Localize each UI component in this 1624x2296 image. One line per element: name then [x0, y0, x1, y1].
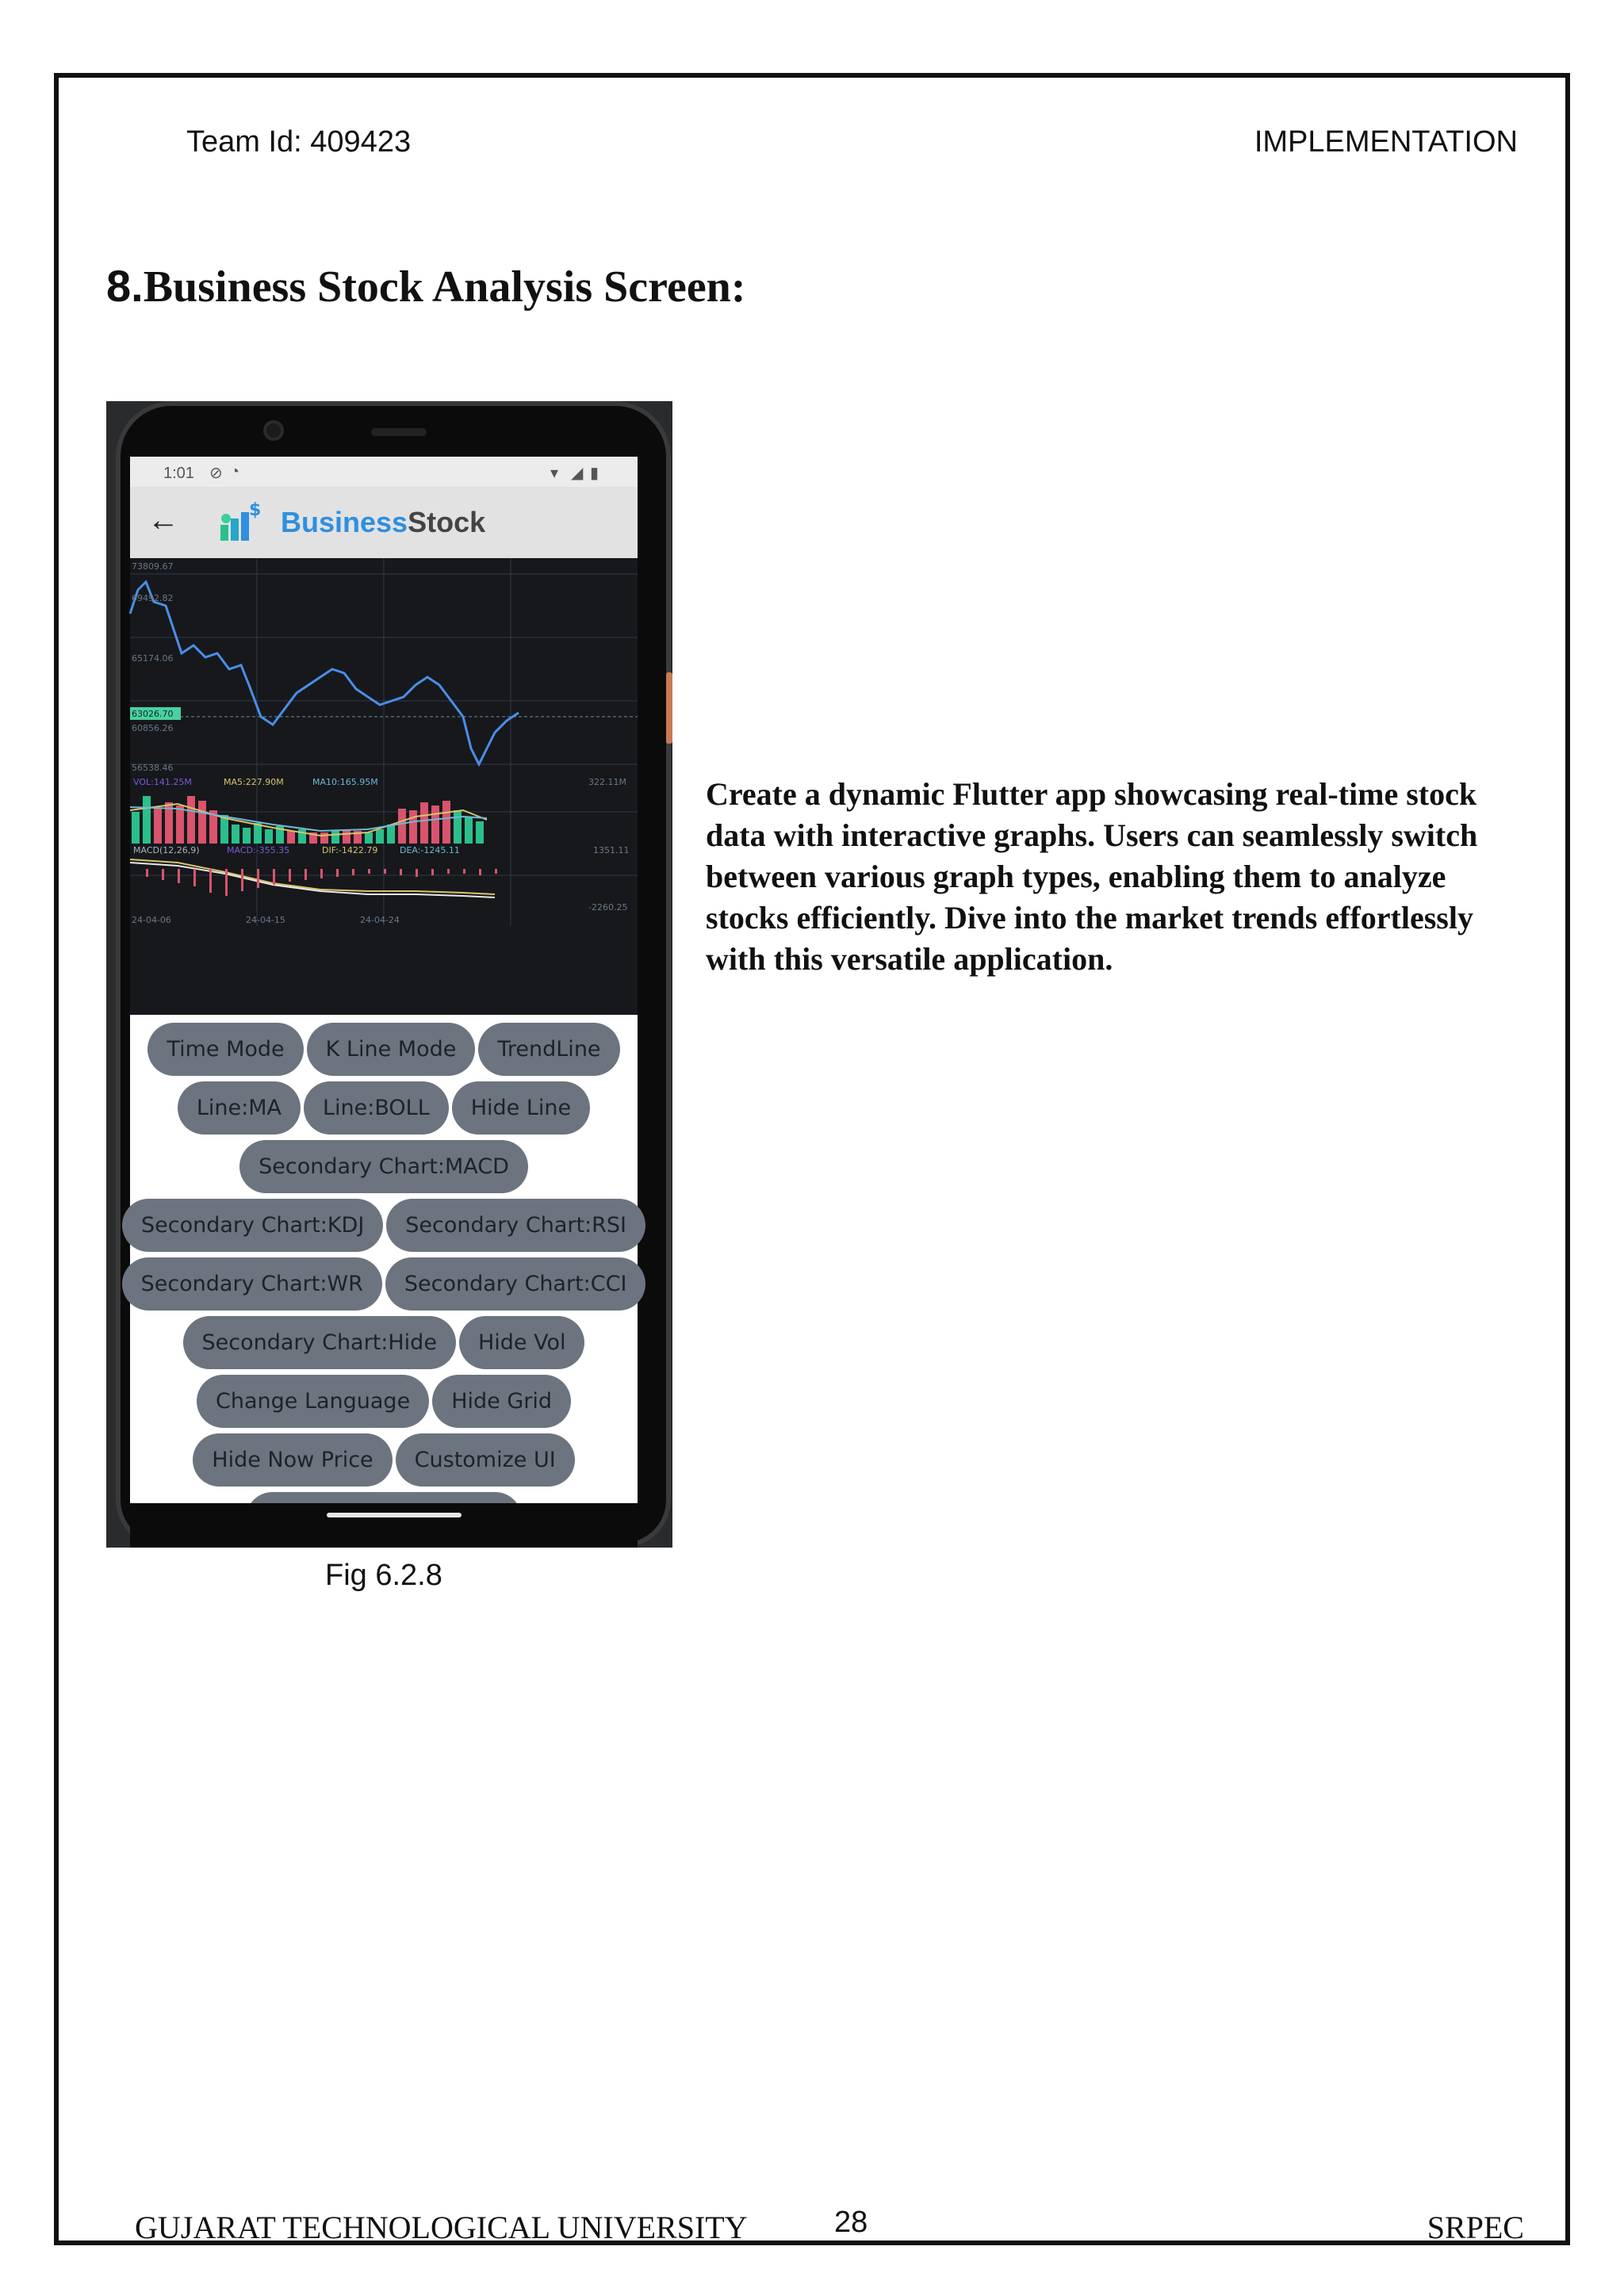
heading-text: Business Stock Analysis Screen:: [143, 262, 746, 312]
status-time: 1:01: [163, 465, 194, 482]
dif-label: DIF:-1422.79: [322, 845, 378, 855]
time-mode-button[interactable]: Time Mode: [147, 1023, 303, 1076]
notification-icon: ◔: [230, 463, 240, 480]
camera-icon: [263, 420, 284, 441]
macd-legend: [133, 845, 630, 913]
hide-vol-button[interactable]: Hide Vol: [459, 1316, 585, 1369]
now-price-label: 63026.70: [132, 709, 174, 719]
macd-label: MACD(12,26,9): [133, 845, 200, 855]
button-row: [130, 1375, 638, 1428]
signal-icon: ◢: [571, 465, 584, 482]
section-heading: [106, 260, 745, 312]
status-bar: [130, 457, 638, 487]
button-row: [130, 1199, 638, 1252]
hide-line-button[interactable]: Hide Line: [452, 1081, 590, 1135]
trendline-button[interactable]: TrendLine: [478, 1023, 619, 1076]
battery-icon: ▮: [590, 465, 599, 482]
y-label-5: 56538.46: [132, 763, 174, 773]
team-id: Team Id: 409423: [186, 125, 412, 159]
secondary-chart-hide-button[interactable]: Secondary Chart:Hide: [183, 1316, 456, 1369]
footer-college: SRPEC: [1427, 2210, 1524, 2245]
app-bar: [130, 487, 638, 558]
phone-screenshot: [106, 401, 672, 1548]
nav-bar: [130, 1503, 638, 1548]
y-label-3: 65174.06: [132, 653, 174, 664]
change-language-button[interactable]: Change Language: [197, 1375, 429, 1428]
kline-chart[interactable]: [130, 558, 638, 1015]
app-title-stock: Stock: [408, 506, 486, 538]
button-row: [130, 1081, 638, 1135]
speaker-grille: [371, 428, 427, 436]
back-arrow-icon[interactable]: ←: [147, 503, 179, 538]
secondary-chart-macd-button[interactable]: Secondary Chart:MACD: [239, 1140, 528, 1193]
description-text: Create a dynamic Flutter app showcasing real-time stock data with interactive graphs. Users can seamlessly switch between various graph types, enabling them to analyze stocks efficiently. Dive into the market trends effortlessly with this versatile application.: [706, 776, 1478, 977]
phone-screen: [130, 457, 638, 1503]
secondary-chart-rsi-button[interactable]: Secondary Chart:RSI: [386, 1199, 645, 1252]
app-title-business: Business: [281, 506, 408, 538]
line-boll-button[interactable]: Line:BOLL: [304, 1081, 449, 1135]
power-button: [666, 672, 672, 744]
price-line: [130, 582, 519, 764]
k-line-mode-button[interactable]: K Line Mode: [307, 1023, 476, 1076]
secondary-chart-wr-button[interactable]: Secondary Chart:WR: [122, 1257, 382, 1311]
hide-grid-button[interactable]: Hide Grid: [432, 1375, 571, 1428]
page-number: 28: [834, 2206, 868, 2239]
dif-line: [130, 859, 495, 894]
date-label-2: 24-04-15: [246, 915, 285, 925]
button-row: [130, 1140, 638, 1193]
macd-min-label: -2260.25: [588, 902, 628, 913]
line-ma-button[interactable]: Line:MA: [178, 1081, 301, 1135]
figure-caption: Fig 6.2.8: [325, 1559, 442, 1592]
button-row: [130, 1023, 638, 1076]
button-row: [130, 1433, 638, 1487]
macd-value-label: MACD:-355.35: [227, 845, 290, 855]
heading-number: 8.: [106, 261, 144, 311]
wifi-icon: ▾: [550, 465, 559, 482]
date-label-1: 24-04-06: [132, 915, 171, 925]
svg-text:$: $: [249, 500, 262, 520]
y-label-4: 60856.26: [132, 723, 174, 733]
volume-legend: [133, 777, 626, 787]
date-label-3: 24-04-24: [360, 915, 400, 925]
macd-max-label: 1351.11: [593, 845, 630, 855]
secondary-chart-kdj-button[interactable]: Secondary Chart:KDJ: [122, 1199, 383, 1252]
vol-max-label: 322.11M: [588, 777, 626, 787]
footer-university: GUJARAT TECHNOLOGICAL UNIVERSITY: [135, 2210, 748, 2245]
app-title: [281, 506, 485, 539]
y-label-2: 69492.82: [132, 593, 174, 603]
vol-label: VOL:141.25M: [133, 777, 192, 787]
shield-icon: ⊘: [209, 465, 223, 482]
dea-label: DEA:-1245.11: [400, 845, 460, 855]
ma5-label: MA5:227.90M: [224, 777, 284, 787]
home-indicator[interactable]: [327, 1513, 462, 1517]
control-buttons: [130, 1015, 638, 1551]
secondary-chart-cci-button[interactable]: Secondary Chart:CCI: [385, 1257, 646, 1311]
y-label-1: 73809.67: [132, 561, 174, 572]
chart-bottom-pad: [130, 926, 638, 1015]
button-row: [130, 1316, 638, 1369]
date-labels: [132, 915, 400, 925]
section-title: IMPLEMENTATION: [1254, 125, 1518, 159]
chart-y-labels: [132, 561, 174, 773]
business-stock-logo-icon: [217, 501, 262, 544]
button-row: [130, 1257, 638, 1311]
hide-now-price-button[interactable]: Hide Now Price: [193, 1433, 392, 1487]
customize-ui-button[interactable]: Customize UI: [396, 1433, 575, 1487]
ma10-label: MA10:165.95M: [312, 777, 378, 787]
